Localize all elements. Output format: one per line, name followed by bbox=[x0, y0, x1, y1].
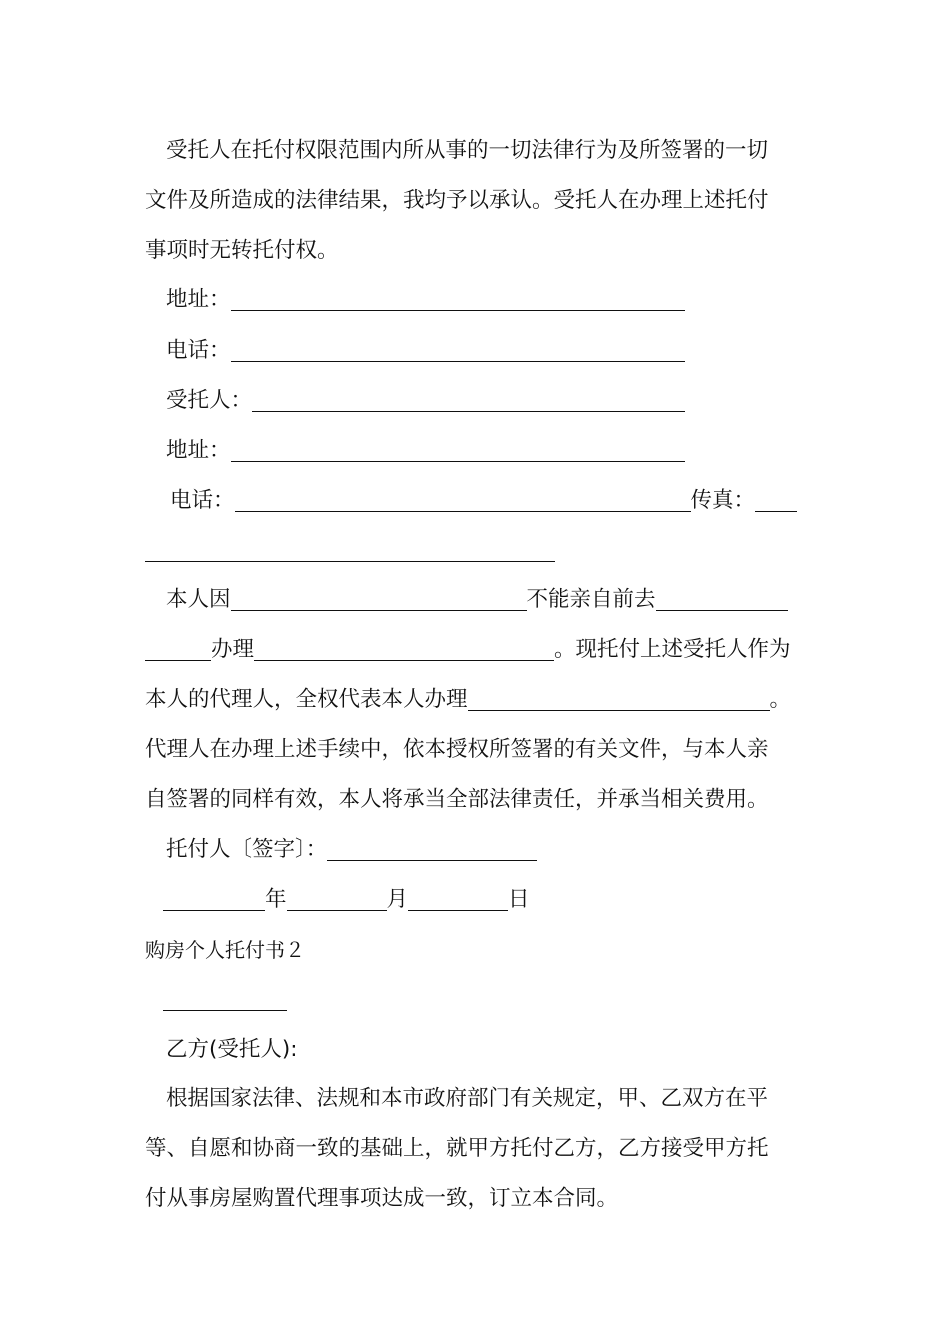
text-fragment: 本人的代理人，全权代表本人办理 bbox=[145, 687, 468, 712]
paragraph-line bbox=[145, 685, 791, 715]
place-blank[interactable] bbox=[656, 588, 788, 611]
phone-blank[interactable] bbox=[231, 339, 685, 362]
fax-blank-continued-row bbox=[145, 536, 555, 566]
fax-blank[interactable] bbox=[755, 489, 797, 512]
signature-label: 托付人〔签字〕： bbox=[166, 837, 328, 862]
month-label: 月 bbox=[386, 887, 409, 912]
signature-blank[interactable] bbox=[327, 838, 537, 861]
paragraph-line: 受托人在托付权限范围内所从事的一切法律行为及所签署的一切 bbox=[166, 138, 769, 163]
address-field-row bbox=[166, 436, 685, 466]
address-blank[interactable] bbox=[231, 439, 685, 462]
paragraph-line: 自签署的同样有效，本人将承当全部法律责任，并承当相关费用。 bbox=[145, 787, 769, 812]
trustee-field-row bbox=[166, 386, 685, 416]
section-title: 购房个人托付书２ bbox=[145, 938, 305, 962]
reason-blank[interactable] bbox=[231, 588, 527, 611]
paragraph-line: 根据国家法律、法规和本市政府部门有关规定，甲、乙双方在平 bbox=[166, 1086, 769, 1111]
trustee-blank[interactable] bbox=[252, 389, 685, 412]
paragraph-line bbox=[145, 635, 791, 665]
address-blank[interactable] bbox=[231, 288, 685, 311]
address-field-row bbox=[166, 285, 685, 315]
trustee-label: 受托人： bbox=[166, 388, 253, 413]
phone-label: 电话： bbox=[166, 338, 231, 363]
phone-label: 电话： bbox=[170, 488, 235, 513]
text-fragment: 办理 bbox=[211, 637, 255, 662]
paragraph-line: 等、自愿和协商一致的基础上，就甲方托付乙方，乙方接受甲方托 bbox=[145, 1136, 769, 1161]
text-fragment: 不能亲自前去 bbox=[526, 587, 656, 612]
party-a-blank[interactable] bbox=[163, 988, 287, 1011]
day-blank[interactable] bbox=[408, 888, 508, 911]
text-fragment: 。现托付上述受托人作为 bbox=[554, 637, 791, 662]
party-a-row bbox=[163, 985, 287, 1015]
paragraph-line: 代理人在办理上述手续中，依本授权所签署的有关文件，与本人亲 bbox=[145, 737, 769, 762]
address-label: 地址： bbox=[166, 287, 231, 312]
month-blank[interactable] bbox=[287, 888, 387, 911]
matter-blank[interactable] bbox=[468, 688, 770, 711]
text-fragment: 本人因 bbox=[166, 587, 231, 612]
fax-label: 传真： bbox=[690, 488, 756, 513]
phone-field-row bbox=[166, 336, 685, 366]
phone-blank[interactable] bbox=[235, 489, 691, 512]
paragraph-line bbox=[166, 585, 788, 615]
year-blank[interactable] bbox=[163, 888, 265, 911]
date-row bbox=[163, 885, 530, 915]
paragraph-line: 事项时无转托付权。 bbox=[145, 238, 339, 263]
matter-blank[interactable] bbox=[254, 638, 554, 661]
day-label: 日 bbox=[508, 887, 530, 912]
phone-fax-field-row bbox=[170, 486, 797, 516]
party-b-label: 乙方(受托人): bbox=[166, 1037, 298, 1062]
address-label: 地址： bbox=[166, 438, 231, 463]
fax-blank-continued[interactable] bbox=[145, 539, 555, 562]
year-label: 年 bbox=[265, 887, 287, 912]
paragraph-line: 付从事房屋购置代理事项达成一致，订立本合同。 bbox=[145, 1186, 619, 1211]
text-fragment: 。 bbox=[769, 687, 792, 712]
paragraph-line: 文件及所造成的法律结果，我均予以承认。受托人在办理上述托付 bbox=[145, 188, 769, 213]
signature-row bbox=[166, 835, 537, 865]
place-blank-continued[interactable] bbox=[145, 638, 211, 661]
